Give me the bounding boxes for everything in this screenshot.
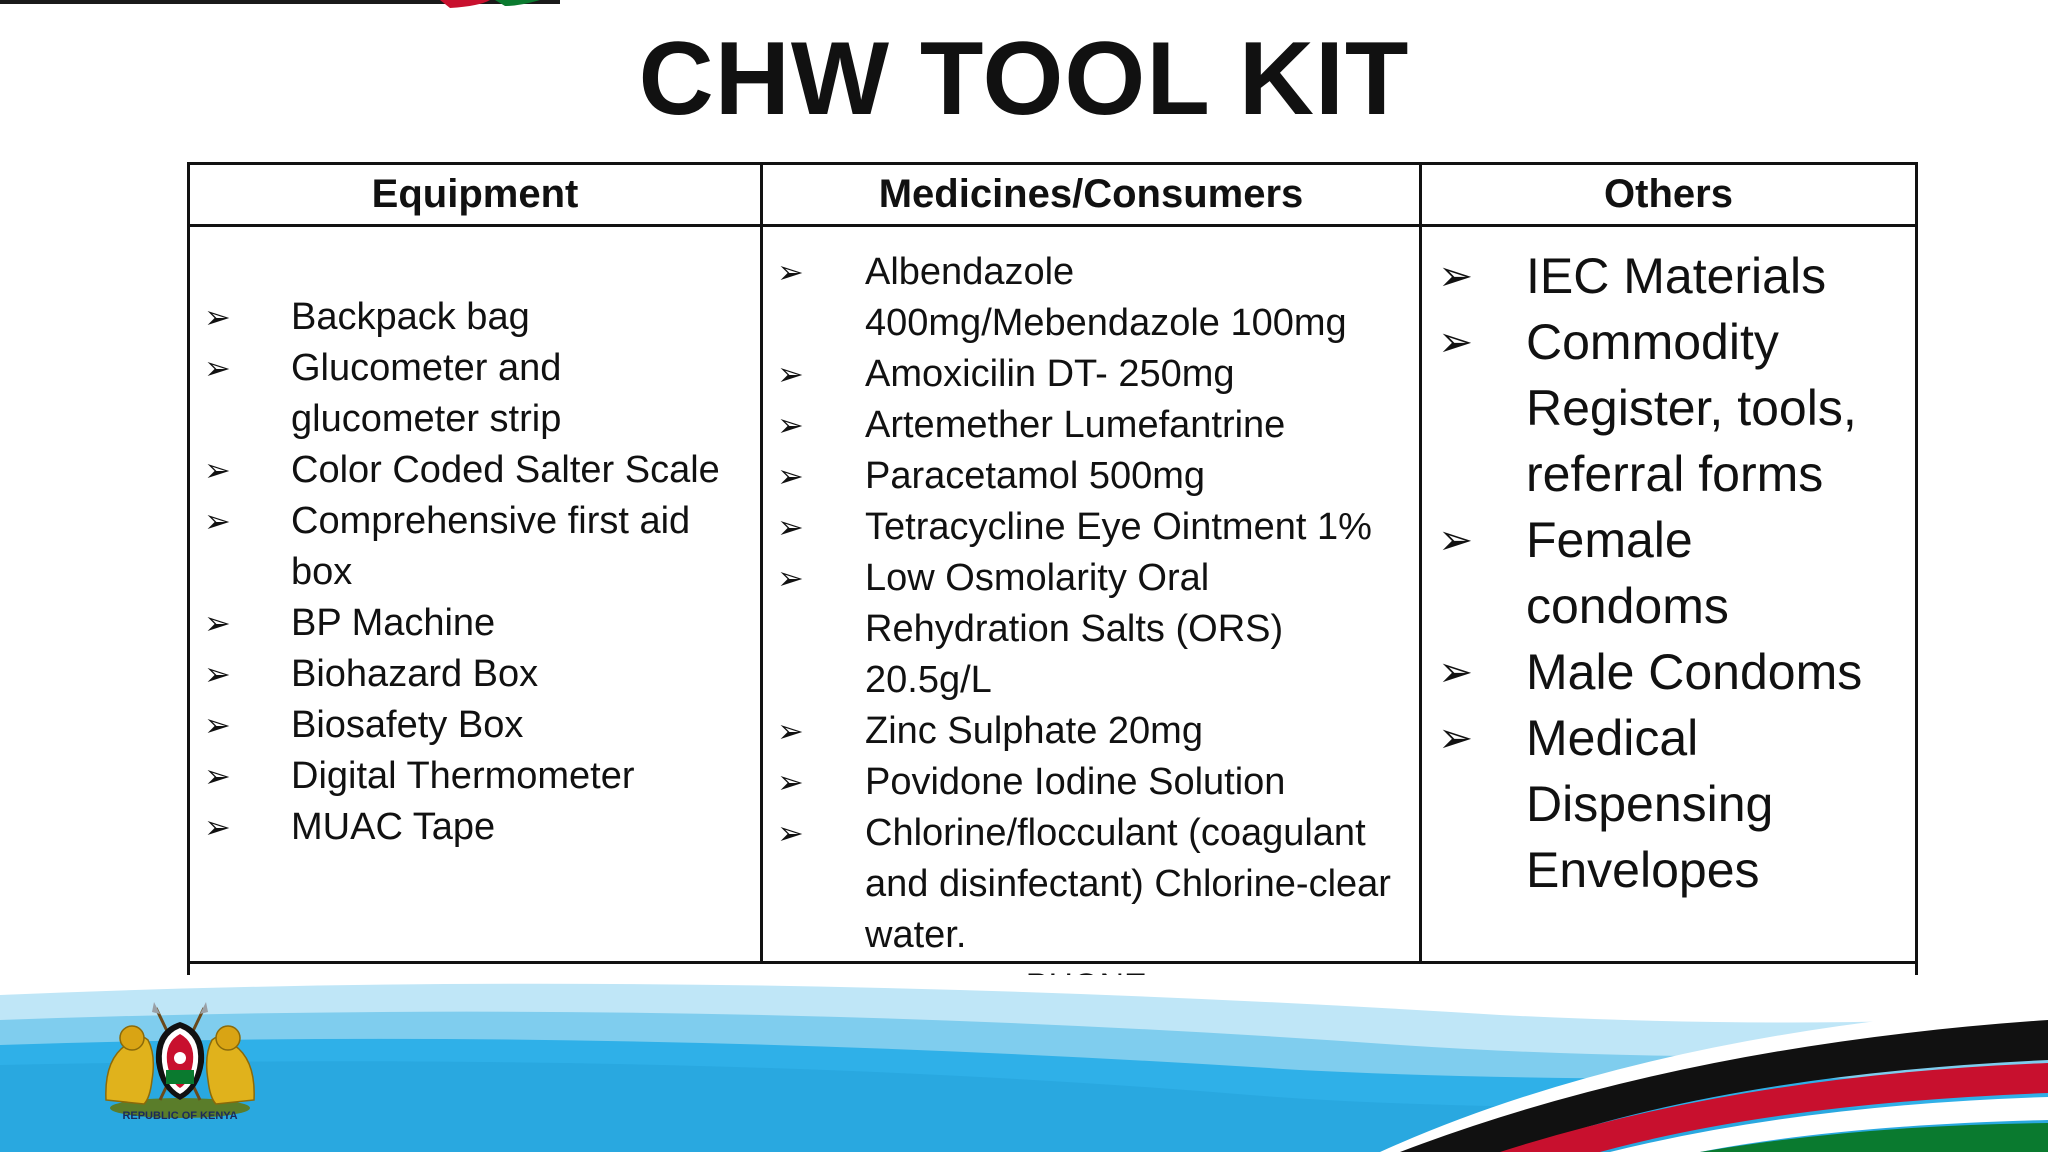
arrow-bullet-icon: ➢ [1438, 252, 1474, 299]
table-header-row [189, 164, 1917, 226]
list-item: ➢ Male Condoms [1438, 639, 1915, 705]
coat-of-arms-icon [96, 1000, 264, 1120]
list-item: ➢ Povidone Iodine Solution [777, 757, 1419, 808]
arrow-bullet-icon: ➢ [777, 560, 804, 596]
list-item: ➢ Female condoms [1438, 507, 1915, 639]
arrow-bullet-icon: ➢ [777, 815, 804, 851]
list-item: ➢ Glucometer and glucometer strip [204, 343, 760, 445]
tool-kit-table [187, 162, 1918, 1011]
list-item: ➢ Biohazard Box [204, 649, 760, 700]
others-list [1422, 227, 1915, 903]
others-cell [1421, 226, 1917, 963]
arrow-bullet-icon: ➢ [204, 452, 231, 488]
arrow-bullet-icon: ➢ [204, 503, 231, 539]
medicines-cell [762, 226, 1421, 963]
slide-title: CHW TOOL KIT [638, 21, 1410, 137]
arrow-bullet-icon: ➢ [1438, 648, 1474, 695]
list-item: ➢ IEC Materials [1438, 243, 1915, 309]
header-equipment: Equipment [189, 164, 762, 226]
list-item: ➢ Chlorine/flocculant (coagulant and disinfectant) Chlorine-clear water. [777, 808, 1419, 961]
list-item: ➢ Commodity Register, tools, referral forms [1438, 309, 1915, 507]
arrow-bullet-icon: ➢ [1438, 318, 1474, 365]
equipment-list [190, 227, 760, 853]
arrow-bullet-icon: ➢ [777, 254, 804, 290]
equipment-cell [189, 226, 762, 963]
bottom-decorative-band [0, 975, 2048, 1152]
list-item: ➢ Medical Dispensing Envelopes [1438, 705, 1915, 903]
arrow-bullet-icon: ➢ [204, 758, 231, 794]
list-item: ➢ Low Osmolarity Oral Rehydration Salts (ORS) 20.5g/L [777, 553, 1419, 706]
arrow-bullet-icon: ➢ [777, 407, 804, 443]
list-item: ➢ Biosafety Box [204, 700, 760, 751]
table-body-row [189, 226, 1917, 963]
list-item: ➢ Tetracycline Eye Ointment 1% [777, 502, 1419, 553]
emblem-caption: REPUBLIC OF KENYA [122, 1110, 238, 1122]
arrow-bullet-icon: ➢ [204, 707, 231, 743]
arrow-bullet-icon: ➢ [204, 299, 231, 335]
arrow-bullet-icon: ➢ [204, 656, 231, 692]
header-medicines: Medicines/Consumers [762, 164, 1421, 226]
list-item: ➢ Artemether Lumefantrine [777, 400, 1419, 451]
medicines-list [763, 227, 1419, 961]
list-item: ➢ MUAC Tape [204, 802, 760, 853]
header-others: Others [1421, 164, 1917, 226]
arrow-bullet-icon: ➢ [1438, 714, 1474, 761]
list-item: ➢ BP Machine [204, 598, 760, 649]
list-item: ➢ Zinc Sulphate 20mg [777, 706, 1419, 757]
arrow-bullet-icon: ➢ [777, 356, 804, 392]
arrow-bullet-icon: ➢ [777, 509, 804, 545]
arrow-bullet-icon: ➢ [777, 764, 804, 800]
list-item: ➢ Paracetamol 500mg [777, 451, 1419, 502]
arrow-bullet-icon: ➢ [204, 350, 231, 386]
arrow-bullet-icon: ➢ [777, 458, 804, 494]
arrow-bullet-icon: ➢ [204, 809, 231, 845]
list-item: ➢ Backpack bag [204, 292, 760, 343]
top-flag-accent [420, 0, 540, 8]
list-item: ➢ Albendazole 400mg/Mebendazole 100mg [777, 247, 1419, 349]
list-item: ➢ Color Coded Salter Scale [204, 445, 760, 496]
arrow-bullet-icon: ➢ [1438, 516, 1474, 563]
list-item: ➢ Amoxicilin DT- 250mg [777, 349, 1419, 400]
arrow-bullet-icon: ➢ [777, 713, 804, 749]
arrow-bullet-icon: ➢ [204, 605, 231, 641]
list-item: ➢ Comprehensive first aid box [204, 496, 760, 598]
list-item: ➢ Digital Thermometer [204, 751, 760, 802]
